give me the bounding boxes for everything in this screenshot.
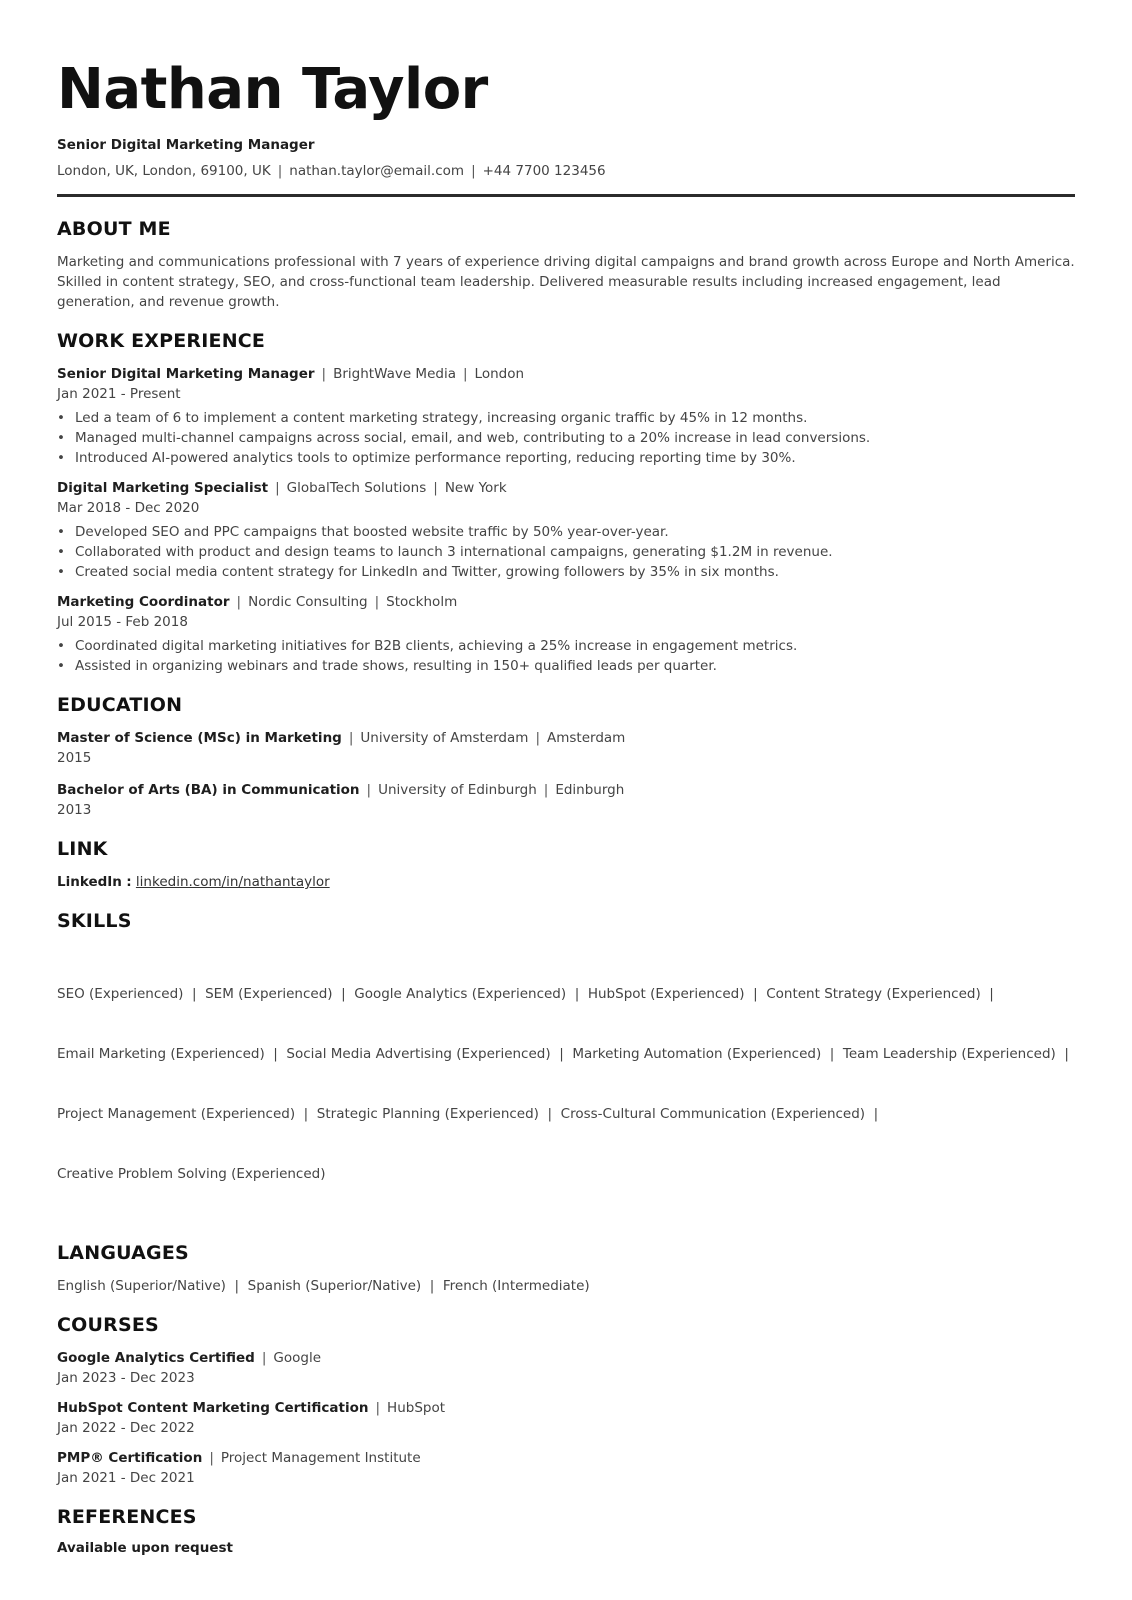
course-name: HubSpot Content Marketing Certification bbox=[57, 1400, 369, 1416]
course-provider: Project Management Institute bbox=[220, 1450, 421, 1466]
skills-line: SEO (Experienced) | SEM (Experienced) | Google Analytics (Experienced) | HubSpot (Experienced) | Content Strategy (Experienced) | bbox=[57, 986, 994, 1002]
contact-location: London, UK, London, 69100, UK bbox=[57, 163, 271, 179]
course-dates: Jan 2021 - Dec 2021 bbox=[57, 1470, 195, 1486]
job-bullets bbox=[57, 636, 1075, 676]
contact-email[interactable]: nathan.taylor@email.com bbox=[289, 163, 465, 179]
section-about bbox=[57, 218, 1075, 312]
education-degree: Bachelor of Arts (BA) in Communication bbox=[57, 782, 360, 798]
job-city: London bbox=[474, 366, 525, 382]
course-name: Google Analytics Certified bbox=[57, 1350, 255, 1366]
section-languages bbox=[57, 1242, 1075, 1296]
link-colon: : bbox=[126, 874, 132, 890]
linkedin-link[interactable]: linkedin.com/in/nathantaylor bbox=[135, 874, 330, 890]
section-heading: EDUCATION bbox=[57, 694, 183, 716]
job-header: Senior Digital Marketing Manager | BrightWave Media | London bbox=[57, 366, 525, 382]
education-city: Edinburgh bbox=[555, 782, 625, 798]
job-company: BrightWave Media bbox=[333, 366, 456, 382]
education-header: Master of Science (MSc) in Marketing | University of Amsterdam | Amsterdam bbox=[57, 730, 626, 746]
course-provider: HubSpot bbox=[387, 1400, 446, 1416]
contact-line bbox=[57, 163, 606, 179]
candidate-name: Nathan Taylor bbox=[57, 57, 488, 122]
education-degree: Master of Science (MSc) in Marketing bbox=[57, 730, 342, 746]
course-dates: Jan 2022 - Dec 2022 bbox=[57, 1420, 195, 1436]
job-city: New York bbox=[444, 480, 507, 496]
job-bullet: • Assisted in organizing webinars and trade shows, resulting in 150+ qualified leads per quarter. bbox=[57, 656, 1075, 676]
skills-line: Project Management (Experienced) | Strategic Planning (Experienced) | Cross-Cultural Communication (Experienced) | bbox=[57, 1106, 879, 1122]
section-link bbox=[57, 838, 1075, 892]
job-entry bbox=[57, 592, 1075, 676]
job-header: Digital Marketing Specialist | GlobalTech Solutions | New York bbox=[57, 480, 507, 496]
course-provider: Google bbox=[273, 1350, 321, 1366]
skills-line: Creative Problem Solving (Experienced) bbox=[57, 1166, 326, 1182]
section-heading: SKILLS bbox=[57, 910, 132, 932]
course-dates: Jan 2023 - Dec 2023 bbox=[57, 1370, 195, 1386]
course-name: PMP® Certification bbox=[57, 1450, 203, 1466]
section-heading: ABOUT ME bbox=[57, 218, 171, 240]
job-bullet: • Coordinated digital marketing initiatives for B2B clients, achieving a 25% increase in engagement metrics. bbox=[57, 636, 1075, 656]
education-header: Bachelor of Arts (BA) in Communication | University of Edinburgh | Edinburgh bbox=[57, 782, 625, 798]
section-heading: REFERENCES bbox=[57, 1506, 197, 1528]
job-bullet: • Collaborated with product and design teams to launch 3 international campaigns, generating $1.2M in revenue. bbox=[57, 542, 1075, 562]
job-dates: Jan 2021 - Present bbox=[57, 386, 181, 402]
education-entry bbox=[57, 728, 1075, 768]
course-header: Google Analytics Certified | Google bbox=[57, 1350, 321, 1366]
job-entry bbox=[57, 478, 1075, 582]
education-year: 2013 bbox=[57, 802, 92, 818]
job-bullet: • Introduced AI-powered analytics tools to optimize performance reporting, reducing reporting time by 30%. bbox=[57, 448, 1075, 468]
course-header: PMP® Certification | Project Management Institute bbox=[57, 1450, 421, 1466]
resume-content bbox=[57, 218, 1075, 1574]
link-label: LinkedIn bbox=[57, 874, 122, 890]
course-header: HubSpot Content Marketing Certification | HubSpot bbox=[57, 1400, 446, 1416]
section-heading: LANGUAGES bbox=[57, 1242, 189, 1264]
job-city: Stockholm bbox=[386, 594, 458, 610]
education-city: Amsterdam bbox=[547, 730, 626, 746]
linkedin-row bbox=[57, 872, 1075, 892]
references-text: Available upon request bbox=[57, 1540, 233, 1556]
section-heading: WORK EXPERIENCE bbox=[57, 330, 266, 352]
separator: | bbox=[277, 163, 283, 179]
course-entry bbox=[57, 1398, 1075, 1438]
section-work-experience bbox=[57, 330, 1075, 676]
job-bullet: • Led a team of 6 to implement a content marketing strategy, increasing organic traffic by 45% in 12 months. bbox=[57, 408, 1075, 428]
job-dates: Jul 2015 - Feb 2018 bbox=[57, 614, 188, 630]
job-role: Senior Digital Marketing Manager bbox=[57, 366, 315, 382]
education-entry bbox=[57, 780, 1075, 820]
education-school: University of Edinburgh bbox=[378, 782, 537, 798]
section-education bbox=[57, 694, 1075, 820]
section-heading: LINK bbox=[57, 838, 108, 860]
job-company: GlobalTech Solutions bbox=[286, 480, 427, 496]
job-header: Marketing Coordinator | Nordic Consulting | Stockholm bbox=[57, 594, 458, 610]
job-bullets bbox=[57, 408, 1075, 468]
job-bullets bbox=[57, 522, 1075, 582]
job-bullet: • Managed multi-channel campaigns across social, email, and web, contributing to a 20% increase in lead conversions. bbox=[57, 428, 1075, 448]
separator: | bbox=[471, 163, 476, 179]
job-company: Nordic Consulting bbox=[248, 594, 368, 610]
education-school: University of Amsterdam bbox=[360, 730, 529, 746]
section-skills bbox=[57, 910, 1075, 1224]
job-bullet: • Developed SEO and PPC campaigns that boosted website traffic by 50% year-over-year. bbox=[57, 522, 1075, 542]
candidate-title: Senior Digital Marketing Manager bbox=[57, 137, 315, 153]
course-entry bbox=[57, 1448, 1075, 1488]
languages-list: English (Superior/Native) | Spanish (Superior/Native) | French (Intermediate) bbox=[57, 1278, 590, 1294]
section-heading: COURSES bbox=[57, 1314, 159, 1336]
course-entry bbox=[57, 1348, 1075, 1388]
job-role: Digital Marketing Specialist bbox=[57, 480, 269, 496]
about-text: Marketing and communications professional with 7 years of experience driving digital campaigns and brand growth across Europe and North America. Skilled in content strategy, SEO, and cross-functional team leadership. Delivered measurable results including increased engagement, lead generation, and revenue growth. bbox=[57, 254, 1075, 310]
section-courses bbox=[57, 1314, 1075, 1488]
job-bullet: • Created social media content strategy for LinkedIn and Twitter, growing followers by 35% in six months. bbox=[57, 562, 1075, 582]
job-role: Marketing Coordinator bbox=[57, 594, 230, 610]
education-year: 2015 bbox=[57, 750, 92, 766]
contact-phone[interactable]: +44 7700 123456 bbox=[482, 163, 606, 179]
job-entry bbox=[57, 364, 1075, 468]
skills-line: Email Marketing (Experienced) | Social Media Advertising (Experienced) | Marketing Automation (Experienced) | Team Leadership (Experienced) | bbox=[57, 1046, 1069, 1062]
skills-list bbox=[57, 944, 1075, 1224]
header-divider bbox=[57, 194, 1075, 197]
section-references bbox=[57, 1506, 1075, 1556]
job-dates: Mar 2018 - Dec 2020 bbox=[57, 500, 200, 516]
